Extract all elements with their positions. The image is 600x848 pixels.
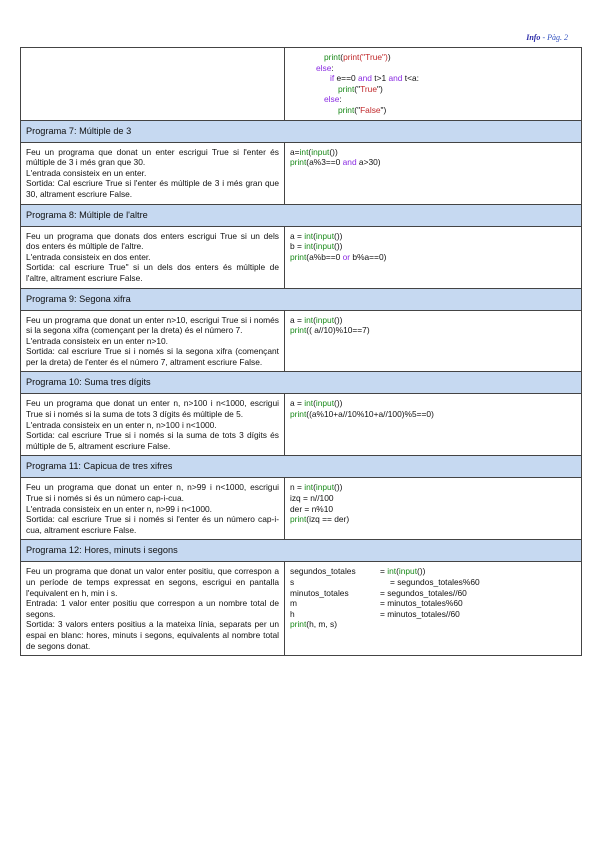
program-code	[285, 142, 582, 204]
program-body-row	[21, 226, 582, 288]
code-line: print(print("True"))	[324, 52, 391, 62]
code-rhs: = int(input())	[380, 566, 426, 577]
program-header-row	[21, 372, 582, 394]
code-line	[290, 566, 576, 577]
program-code	[285, 310, 582, 372]
description-paragraph: Sortida: 3 valors enters positius a la mateixa línia, separats per un espai en blanc: hores, minuts i segons, equivalents al nombre total de segons donat.	[26, 619, 279, 651]
description-paragraph: L'entrada consisteix en un enter n, n>99 i n<1000.	[26, 503, 212, 514]
description-paragraph: Feu un programa que donat un valor enter positiu, que correspon a un període de temps expressat en segons, escrigui en pantalla l'equivalent en h, min i s.	[26, 566, 279, 598]
page-number: - Pàg. 2	[540, 33, 568, 42]
code-line: izq = n//100	[290, 493, 334, 504]
description-paragraph: Feu un programa que donat un enter escrigui True si l'enter és múltiple de 3 i més gran que 30.	[26, 146, 279, 168]
program-title: Programa 11: Capicua de tres xifres	[21, 456, 582, 478]
program-header-row	[21, 540, 582, 562]
program-title: Programa 12: Hores, minuts i segons	[21, 540, 582, 562]
code-rhs: = segundos_totales//60	[380, 587, 467, 598]
code-lhs: minutos_totales	[290, 587, 349, 598]
program-title: Programa 9: Segona xifra	[21, 288, 582, 310]
program-body-row	[21, 310, 582, 372]
code-line: print(( a//10)%10==7)	[290, 325, 370, 336]
program-description	[21, 142, 285, 204]
continuation-code	[285, 48, 582, 121]
code-line: if e==0 and t>1 and t<a:	[330, 73, 419, 84]
code-line: a = int(input())	[290, 230, 343, 241]
code-line	[290, 609, 576, 620]
description-paragraph: Sortida: cal escriure True si i només si la suma de tots 3 dígits és múltiple de 5, altrament escriure False.	[26, 430, 279, 451]
program-body-row	[21, 478, 582, 540]
code-rhs: = minutos_totales%60	[380, 598, 463, 609]
code-line: der = n%10	[290, 503, 334, 514]
program-header-row	[21, 204, 582, 226]
program-description	[21, 478, 285, 540]
code-rhs: = minutos_totales//60	[380, 608, 460, 619]
description-paragraph: Feu un programa que donat un enter n, n>100 i n<1000, escrigui True si i només si la suma de tots 3 dígits és múltiple de 5.	[26, 398, 279, 420]
description-paragraph: Sortida: cal escriure True" si un dels dos enters és múltiple de l'altre, altrament escriure False.	[26, 262, 279, 283]
code-line: print(izq == der)	[290, 514, 350, 525]
code-line: a = int(input())	[290, 398, 343, 409]
program-title: Programa 10: Suma tres dígits	[21, 372, 582, 394]
code-line	[290, 577, 576, 588]
program-body-row	[21, 142, 582, 204]
description-paragraph: Sortida: Cal escriure True si l'enter és múltiple de 3 i més gran que 30, altrament escriure False.	[26, 178, 279, 199]
page-header	[526, 33, 568, 42]
description-paragraph: Feu un programa que donats dos enters escrigui True si un dels dos enters és múltiple de l'altre.	[26, 230, 279, 252]
header-brand: Info	[526, 33, 541, 42]
program-header-row	[21, 120, 582, 142]
code-lhs: segundos_totales	[290, 566, 356, 577]
program-body-row	[21, 562, 582, 656]
description-paragraph: Entrada: 1 valor enter positiu que correspon a un nombre total de segons.	[26, 598, 279, 619]
program-title: Programa 8: Múltiple de l'altre	[21, 204, 582, 226]
description-paragraph: L'entrada consisteix en un enter n>10.	[26, 335, 168, 346]
description-paragraph: Feu un programa que donat un enter n, n>99 i n<1000, escrigui True si i només si és un número cap-i-cua.	[26, 482, 279, 504]
code-line: print(a%3==0 and a>30)	[290, 157, 381, 168]
continuation-empty-cell	[21, 48, 285, 121]
description-paragraph: Sortida: cal escriure True si i només si la segona xifra (començant per la dreta) de l'enter és el número 7, altrament escriure False.	[26, 346, 279, 367]
program-code	[285, 394, 582, 456]
program-description	[21, 562, 285, 656]
description-paragraph: Feu un programa que donat un enter n>10, escrigui True si i només si la segona xifra (començant per la dreta) és el número 7.	[26, 314, 279, 336]
program-code	[285, 226, 582, 288]
code-line	[290, 619, 576, 630]
code-line: else:	[316, 62, 334, 73]
description-paragraph: L'entrada consisteix en dos enter.	[26, 251, 151, 262]
program-header-row	[21, 456, 582, 478]
description-paragraph: L'entrada consisteix en un enter n, n>100 i n<1000.	[26, 419, 217, 430]
program-code	[285, 562, 582, 656]
code-line: print("True")	[338, 83, 383, 94]
program-code	[285, 478, 582, 540]
code-line: a = int(input())	[290, 314, 343, 325]
code-line	[290, 588, 576, 599]
code-line: n = int(input())	[290, 482, 343, 493]
program-title: Programa 7: Múltiple de 3	[21, 120, 582, 142]
code-line: b = int(input())	[290, 241, 343, 252]
code-lhs: s	[290, 577, 295, 587]
program-body-row	[21, 394, 582, 456]
program-description	[21, 226, 285, 288]
code-line	[290, 598, 576, 609]
code-lhs: h	[290, 608, 295, 619]
continuation-row	[21, 48, 582, 121]
code-lhs: m	[290, 598, 297, 609]
code-line: print(a%b==0 or b%a==0)	[290, 251, 387, 262]
code-line: print("False")	[338, 104, 387, 115]
code-lhs: print(h, m, s)	[290, 619, 338, 630]
code-line: print((a%10+a//10%10+a//100)%5==0)	[290, 409, 434, 420]
code-line: a=int(input())	[290, 146, 338, 157]
description-paragraph: L'entrada consisteix en un enter.	[26, 167, 147, 178]
code-line: else:	[324, 94, 342, 105]
program-description	[21, 310, 285, 372]
programs-table	[20, 47, 582, 656]
description-paragraph: Sortida: cal escriure True si i només si l'enter és un número cap-i-cua, altrament escriure False.	[26, 514, 279, 535]
code-rhs: = segundos_totales%60	[390, 577, 480, 587]
program-description	[21, 394, 285, 456]
program-header-row	[21, 288, 582, 310]
